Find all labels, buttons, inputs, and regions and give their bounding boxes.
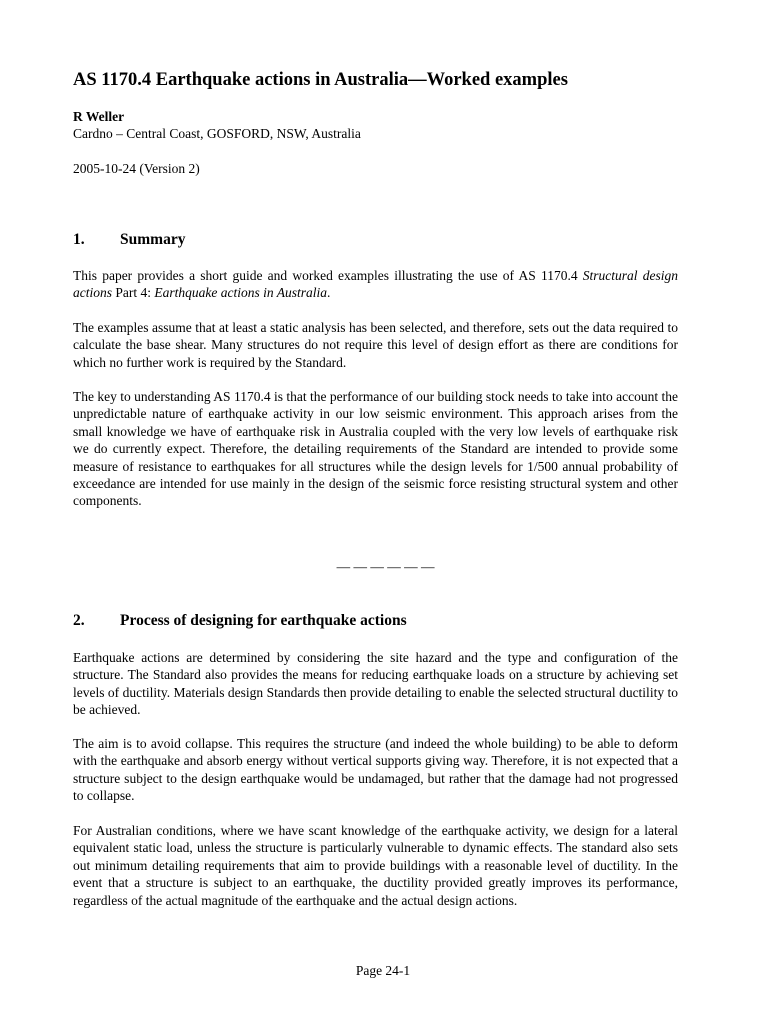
section-1-paragraph-2: The examples assume that at least a static analysis has been selected, and therefore, sets out the data required to calculate the base shear. Many structures do not require this level of design effort as there are conditions for which no further work is required by the Standard.	[73, 320, 678, 370]
s1p1-italic-standard-title: Structural design actions	[73, 268, 678, 301]
section-2-heading	[73, 612, 407, 630]
section-1-heading	[73, 231, 185, 249]
document-title: AS 1170.4 Earthquake actions in Australia—Worked examples	[73, 70, 568, 90]
s1p1-text-a: This paper provides a short guide and worked examples illustrating the use of AS 1170.4	[73, 268, 583, 283]
section-separator: — — — — — —	[336, 559, 435, 574]
author-name: R Weller	[73, 109, 125, 124]
section-2-paragraph-1: Earthquake actions are determined by considering the site hazard and the type and configuration of the structure. The Standard also provides the means for reducing earthquake loads on a structure by achieving set levels of ductility. Materials design Standards then provide detailing to enable the selected structural ductility to be achieved.	[73, 650, 678, 718]
s1p1-text-b: Part 4:	[112, 285, 155, 301]
s1p1-text-c: .	[327, 285, 331, 301]
section-1-paragraph-3: The key to understanding AS 1170.4 is that the performance of our building stock needs to take into account the unpredictable nature of earthquake activity in our low seismic environment. This approach arises from the small knowledge we have of earthquake risk in Australia coupled with the very low levels of earthquake risk we do currently expect. Therefore, the detailing requirements of the Standard are intended to provide some measure of resistance to earthquakes for all structures while the design levels for 1/500 annual probability of exceedance are intended for use mainly in the design of the seismic force resisting structural system and other components.	[73, 389, 678, 509]
author-affiliation: Cardno – Central Coast, GOSFORD, NSW, Australia	[73, 126, 361, 141]
section-2-paragraph-2: The aim is to avoid collapse. This requires the structure (and indeed the whole building) to be able to deform with the earthquake and absorb energy without vertical supports giving way. Therefore, it is not expected that a structure subject to the design earthquake would be undamaged, but rather that the damage had not progressed to collapse.	[73, 736, 678, 804]
section-2-number: 2.	[73, 612, 85, 629]
document-date: 2005-10-24 (Version 2)	[73, 161, 200, 176]
s1p1-italic-part-title: Earthquake actions in Australia	[154, 285, 327, 301]
section-1-paragraph-1	[73, 267, 678, 302]
section-1-number: 1.	[73, 231, 85, 248]
section-2-title: Process of designing for earthquake actions	[120, 612, 407, 629]
section-2-paragraph-3: For Australian conditions, where we have scant knowledge of the earthquake activity, we design for a lateral equivalent static load, unless the structure is particularly vulnerable to dynamic effects. The standard also sets out minimum detailing requirements that aim to provide buildings with a reasonable level of ductility. In the event that a structure is subject to an earthquake, the ductility provided greatly improves its performance, regardless of the actual magnitude of the earthquake and the actual design actions.	[73, 823, 678, 908]
page-number: Page 24-1	[355, 963, 411, 978]
section-1-title: Summary	[120, 231, 186, 248]
